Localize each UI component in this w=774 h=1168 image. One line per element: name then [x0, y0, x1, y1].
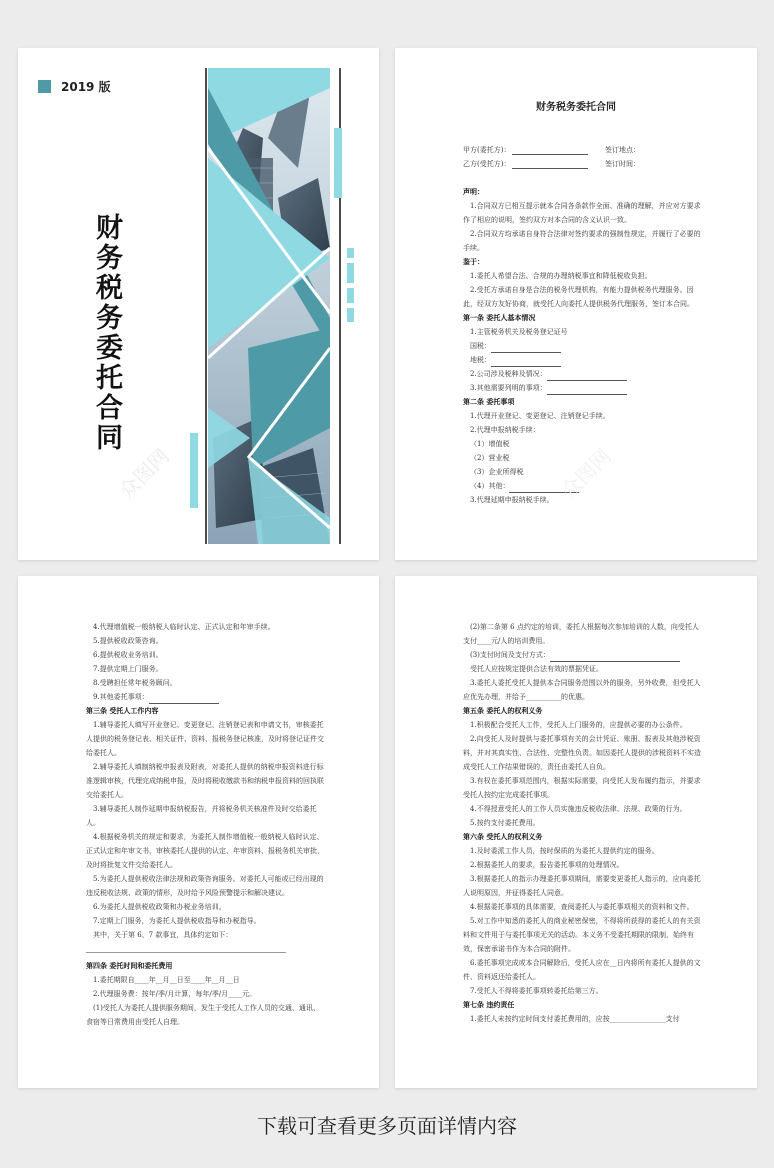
- clause-line: 1.辅导委托人填写开业登记、变更登记、注销登记表和申请文书，审核委托人提供的税务登记表、相关证件、资料，报税务登记核准，及时将登记证件交给委托人。: [86, 721, 324, 757]
- edition-label: 2019 版: [61, 80, 111, 94]
- clause-line: （4）其他：: [463, 479, 703, 493]
- clause-line: 3.委托人委托受托人提供本合同服务范围以外的服务，另外收费，但受托人应优先办理，并给予__________的优惠。: [463, 679, 701, 701]
- clause-line: 受托人应按规定提供合法有效的票据凭证。: [470, 665, 603, 673]
- clause-line: 1.主管税务机关及税务登记证号: [470, 328, 568, 336]
- section-heading: 第四条 委托时间和委托费用: [86, 961, 173, 970]
- clause-line: 9.其他委托事项：: [86, 690, 326, 704]
- contract-page-2: [18, 576, 379, 1088]
- accent-bar: [334, 128, 342, 198]
- document-title: 财务税务委托合同: [536, 102, 616, 113]
- clause-line: 7.定期上门服务，为委托人提供税收指导和办税指导。: [93, 917, 261, 925]
- section-heading: 第六条 受托人的权利义务: [463, 832, 543, 841]
- clause-line: 2.合同双方均承诺自身符合法律对签约要求的强制性规定，并履行了必要的手续。: [463, 230, 701, 252]
- clause-line: 4.不得授意受托人的工作人员实施违反税收法律、法规、政策的行为。: [470, 805, 687, 813]
- section-heading: 第一条 委托人基本情况: [463, 313, 536, 322]
- party-b-field: 乙方(受托方)：: [463, 159, 588, 169]
- clause-line: （2）营业税: [470, 454, 510, 462]
- clause-line: 3.其他需要列明的事项：: [463, 381, 703, 395]
- clause-line: (2)第二条第 6 点约定的培训，委托人根据每次参加培训的人数，向受托人支付____元/人的培训费用。: [463, 623, 699, 645]
- section-heading: 声明：: [463, 187, 484, 196]
- clause-line: 5.对工作中知悉的委托人的商业秘密保密，不得将所获得的委托人的有关资料和文件用于与委托事项无关的活动。本义务不受委托期限的限制，始终有效，保密承诺书作为本合同的附件。: [463, 917, 701, 953]
- clause-line: 3.根据委托人的指示办理委托事项期间，需要变更委托人指示的，应向委托人说明原因，并征得委托人同意。: [463, 875, 701, 897]
- accent-bar: [347, 248, 354, 258]
- contract-body: [86, 620, 326, 1029]
- clause-line: 1.委托人希望合法、合规的办理纳税事宜和降低税收负担。: [470, 272, 652, 280]
- clause-line: 2.代理服务费：按年/季/月计算，每年/季/月____元。: [93, 990, 257, 998]
- clause-line: 1.委托期限自____年__月__日至____年__月__日: [93, 976, 240, 984]
- blank-line: [547, 371, 627, 381]
- section-heading: 第三条 受托人工作内容: [86, 706, 159, 715]
- clause-line: 4.代理增值税一般纳税人临时认定、正式认定和年审手续。: [93, 623, 275, 631]
- clause-line: 6.提供税收业务培训。: [93, 651, 163, 659]
- cover-artwork: [18, 48, 379, 560]
- sign-place-field: 签订地点：: [605, 146, 640, 154]
- clause-line: 5.提供税收政策咨询。: [93, 637, 163, 645]
- section-heading: 第五条 委托人的权利义务: [463, 706, 543, 715]
- clause-line: 2.向受托人及时提供与委托事项有关的会计凭证、账册、报表及其他涉税资料，并对其真实性、合法性、完整性负责。如因委托人提供的涉税资料不实造成受托人工作结果错误的，责任由委托人自负。: [463, 735, 701, 771]
- clause-line: 3.辅导委托人制作延期申报纳税报告，并将税务机关核准件及时交给委托人。: [86, 805, 317, 827]
- clause-line: 6.委托事项完成或本合同解除后，受托人应在__日内将所有委托人提供的文件、资料返还给委托人。: [463, 959, 701, 981]
- clause-line: 8.受聘担任常年税务顾问。: [93, 679, 177, 687]
- blank-line: [550, 652, 680, 662]
- clause-line: [86, 942, 286, 953]
- clause-line: 4.根据税务机关的规定和要求，为委托人制作增值税一般纳税人临时认定、正式认定和年审文书，审核委托人提供的认定、年审资料，报税务机关审批，及时将批复文件交给委托人。: [86, 833, 324, 869]
- clause-line: 6.为委托人提供税收政策和办税业务培训。: [93, 903, 226, 911]
- clause-line: 2.辅导委托人填制纳税申报表及附表，对委托人提供的纳税申报资料进行标准逻辑审核，代理完成纳税申报，及时将税收缴款书和纳税申报资料的回执联交给委托人。: [86, 763, 324, 799]
- watermark: 众图网: [114, 443, 174, 504]
- clause-line: 3.代理延期申报纳税手续。: [470, 496, 554, 504]
- clause-line: 其中，关于第 6、7 款事宜，具体约定如下：: [93, 931, 233, 939]
- clause-line: 2.公司涉及税种及情况：: [463, 367, 703, 381]
- contract-body: [463, 620, 703, 1026]
- accent-bar: [190, 433, 198, 508]
- clause-line: 2.根据委托人的要求，报告委托事项的处理情况。: [470, 861, 624, 869]
- clause-line: (3)支付时间及支付方式：: [463, 648, 703, 662]
- download-more-caption: 下载可查看更多页面详情内容: [257, 1114, 517, 1138]
- clause-line: 国税：: [463, 339, 703, 353]
- clause-line: 7.受托人不得将委托事项转委托给第三方。: [470, 987, 603, 995]
- contract-page-1: [395, 48, 757, 560]
- cover-title: 财务税务委托合同: [96, 213, 123, 454]
- city-photo: [208, 68, 330, 544]
- blank-line: [149, 694, 219, 704]
- cover-page: [18, 48, 379, 560]
- section-heading: 鉴于：: [463, 257, 484, 266]
- contract-page-3: [395, 576, 757, 1088]
- clause-line: (1)受托人为委托人提供服务期间，发生于受托人工作人员的交通、通讯、食宿等日常费用由受托人自理。: [86, 1004, 320, 1026]
- clause-line: 5.为委托人提供税收法律法规和政策咨询服务。对委托人可能或已经出现的违反税收法规、政策的情形，及时给予风险预警提示和解决建议。: [86, 875, 324, 897]
- clause-line: 2.代理申报纳税手续：: [470, 426, 540, 434]
- clause-line: 2.受托方承诺自身是合法的税务代理机构，有能力提供税务代理服务。因此，经双方友好协商，就受托人向委托人提供税务代理服务，签订本合同。: [463, 286, 694, 308]
- clause-line: 4.根据委托事项的具体需要，查阅委托人与委托事项相关的资料和文件。: [470, 903, 694, 911]
- clause-line: 5.按约支付委托费用。: [470, 819, 540, 827]
- clause-line: 1.代理开业登记、变更登记、注销登记手续。: [470, 412, 610, 420]
- clause-line: 1.积极配合受托人工作，受托人上门服务的，应提供必要的办公条件。: [470, 721, 687, 729]
- accent-bar: [347, 288, 354, 303]
- clause-line: （3）企业所得税: [470, 468, 524, 476]
- clause-line: 1.委托人未按约定时间支付委托费用的，应按________________支付: [470, 1015, 680, 1023]
- accent-bar: [347, 263, 354, 283]
- section-heading: 第二条 委托事项: [463, 397, 515, 406]
- sign-time-field: 签订时间：: [605, 160, 640, 168]
- blank-line: [491, 357, 561, 367]
- clause-line: 1.及时委派工作人员，按时保质的为委托人提供约定的服务。: [470, 847, 659, 855]
- clause-line: 7.提供定期上门服务。: [93, 665, 163, 673]
- blank-line: [547, 385, 627, 395]
- section-heading: 第七条 违约责任: [463, 1000, 515, 1009]
- clause-line: （1）增值税: [470, 440, 510, 448]
- accent-bar: [347, 308, 354, 322]
- clause-line: 3.有权在委托事项范围内，根据实际需要，向受托人发布履约指示，并要求受托人按约定完成委托事项。: [463, 777, 701, 799]
- watermark: 众图网: [556, 443, 616, 504]
- blank-line: [491, 343, 561, 353]
- clause-line: 地税：: [463, 353, 703, 367]
- party-a-field: 甲方(委托方)：: [463, 145, 588, 155]
- clause-line: 1.合同双方已相互提示就本合同各条款作全面、准确的理解，并应对方要求作了相应的说明，签约双方对本合同的含义认识一致。: [463, 202, 701, 224]
